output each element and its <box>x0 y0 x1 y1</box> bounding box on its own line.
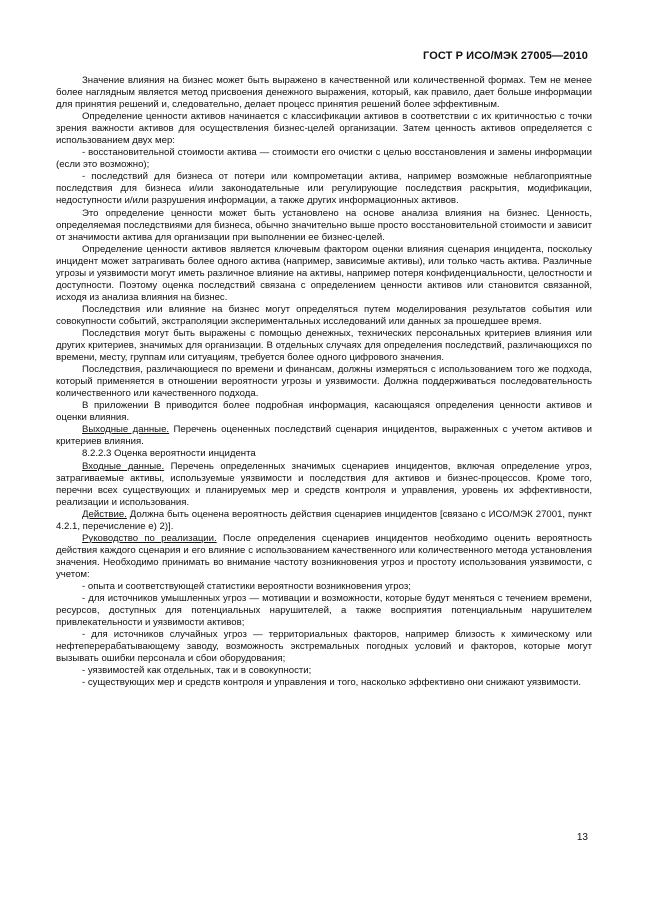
paragraph-text: 8.2.2.3 Оценка вероятности инцидента <box>82 448 256 460</box>
paragraph <box>56 400 592 424</box>
paragraph <box>56 448 592 460</box>
paragraph-text: В приложении В приводится более подробная информация, касающаяся определения ценности активов и оценки влияния. <box>56 400 592 424</box>
paragraph-text: - восстановительной стоимости актива — стоимости его очистки с целью восстановления и замены информации (если это возможно); <box>56 147 592 171</box>
paragraph-text: Определение ценности активов является ключевым фактором оценки влияния сценария инцидента, поскольку инцидент может затрагивать более одного актива (например, зависимые активы), или только часть актива. Различные угрозы и уязвимости могут иметь различное влияние на активы, например потеря конфиденциальности, целостности и доступности. Поэтому оценка последствий связана с определением ценности активов или становится связанной, исходя из анализа влияния на бизнес. <box>56 243 592 303</box>
paragraph <box>56 593 592 629</box>
paragraph-text: - уязвимостей как отдельных, так и в совокупности; <box>82 665 312 677</box>
paragraph-text: Перечень оцененных последствий сценария инцидентов, выраженных с учетом активов и критериев влияния. <box>56 424 592 448</box>
paragraph-lead: Руководство по реализации. <box>82 532 217 544</box>
paragraph <box>56 629 592 665</box>
paragraph <box>56 364 592 400</box>
paragraph-text: - последствий для бизнеса от потери или компрометации актива, например возможные неблагоприятные последствия для бизнеса и/или законодательные или регулирующие последствия раскрытия, модификации, недоступности и/или разрушения информации, а также других информационных активов. <box>56 171 592 207</box>
paragraph-lead: Выходные данные. <box>82 424 170 436</box>
paragraph-lead: Действие. <box>82 508 127 520</box>
paragraph <box>56 461 592 509</box>
paragraph <box>56 244 592 304</box>
paragraph <box>56 304 592 328</box>
paragraph-text: - для источников умышленных угроз — мотивации и возможности, которые будут меняться с течением времени, ресурсов, доступных для потенциальных нарушителей, а также восприятия потенциальным нарушителем привлекательности и уязвимости активов; <box>56 593 592 629</box>
paragraph <box>56 75 592 111</box>
paragraph-text: Последствия могут быть выражены с помощью денежных, технических персональных критериев влияния или других критериев, значимых для организации. В отдельных случаях для определения последствий, различающихся по времени, месту, группам или ситуациям, требуется более одного цифрового значения. <box>56 327 592 364</box>
page-number: 13 <box>576 832 588 843</box>
paragraph <box>56 424 592 448</box>
paragraph-text: Это определение ценности может быть установлено на основе анализа влияния на бизнес. Ценность, определяемая последствиями для бизнеса, обычно значительно выше просто восстановительной стоимости и зависит от значимости актива для организации при выполнении ее бизнес-целей. <box>56 207 592 243</box>
paragraph-text: - опыта и соответствующей статистики вероятности возникновения угроз; <box>82 580 411 592</box>
paragraph <box>56 111 592 147</box>
paragraph-text: После определения сценариев инцидентов необходимо оценить вероятность действия каждого сценария и его влияние с использованием качественного или количественного метода установления значения. Необходимо принимать во внимание частоту возникновения угроз и простоту использования уязвимости, с учетом: <box>56 532 592 580</box>
paragraph <box>56 533 592 581</box>
paragraph <box>56 677 592 689</box>
paragraph-text: Перечень определенных значимых сценариев инцидентов, включая определение угроз, затрагиваемые активы, используемые уязвимости и последствия для активов и бизнес-процессов. Кроме того, перечни всех существующих и планируемых мер и средств контроля и управления, уровень их эффективности, реализации и использования. <box>56 460 592 508</box>
paragraph-text: Последствия, различающиеся по времени и финансам, должны измеряться с использованием того же подхода, который применяется в отношении вероятности угрозы и уязвимости. Должна поддерживаться последовательность количественного или качественного подхода. <box>56 364 592 400</box>
paragraph <box>56 509 592 533</box>
document-header: ГОСТ Р ИСО/МЭК 27005—2010 <box>423 50 588 62</box>
paragraph <box>56 208 592 244</box>
paragraph <box>56 147 592 171</box>
paragraph-text: Последствия или влияние на бизнес могут определяться путем моделирования результатов события или совокупности событий, экстраполяции экспериментальных исследований или данных за прошедшее время. <box>56 303 592 327</box>
paragraph <box>56 581 592 593</box>
paragraph-text: Значение влияния на бизнес может быть выражено в качественной или количественной формах. Тем не менее более наглядным является метод присвоения денежного выражения, который, как правило, дает больше информации для принятия решений и, следовательно, делает процесс принятия решений более эффективным. <box>56 75 592 111</box>
paragraph-text: - для источников случайных угроз — территориальных факторов, например близость к химическому или нефтеперерабатывающему заводу, возможность экстремальных погодных условий и факторов, которые могут вызывать ошибки персонала и сбои оборудования; <box>56 629 592 665</box>
paragraph <box>56 171 592 207</box>
paragraph <box>56 328 592 364</box>
paragraph <box>56 665 592 677</box>
paragraph-text: Определение ценности активов начинается с классификации активов в соответствии с их критичностью с точки зрения важности активов для осуществления бизнес-целей организации. Затем ценность активов определяется с использованием двух мер: <box>56 111 592 147</box>
body-text <box>56 75 592 689</box>
paragraph-lead: Входные данные. <box>82 460 165 472</box>
paragraph-text: - существующих мер и средств контроля и управления и того, насколько эффективно они снижают уязвимости. <box>82 677 582 689</box>
paragraph-text: Должна быть оценена вероятность действия сценариев инцидентов [связано с ИСО/МЭК 27001, пункт 4.2.1, перечисление е) 2)]. <box>56 508 592 532</box>
